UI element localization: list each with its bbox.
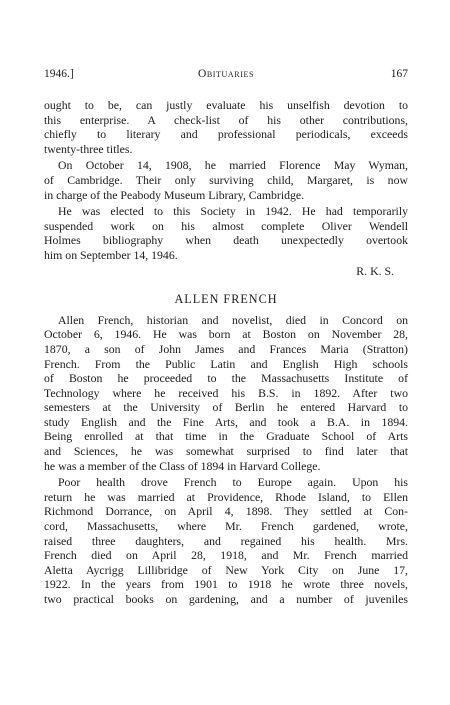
header-title: Obituaries	[197, 68, 255, 80]
text-line: study English and the Fine Arts, and took a B.A. in 1894.	[44, 414, 408, 429]
paragraph-biography	[44, 313, 408, 474]
text-line: of Cambridge. Their only surviving child, Margaret, is now	[44, 172, 408, 187]
running-header	[44, 68, 408, 84]
page-body	[44, 98, 408, 607]
text-line: Technology where he received his B.S. in 1892. After two	[44, 385, 408, 400]
text-line: ought to be, can justly evaluate his unselfish devotion to	[44, 98, 408, 112]
text-line: he was a member of the Class of 1894 in Harvard College.	[44, 458, 321, 473]
author-initials: R. K. S.	[356, 263, 394, 278]
text-line: raised three daughters, and regained his health. Mrs.	[44, 533, 408, 548]
text-line: suspended work on his almost complete Oliver Wendell	[44, 218, 408, 233]
text-line: Holmes bibliography when death unexpectedly overtook	[44, 233, 408, 248]
text-line: of Boston he proceeded to the Massachusetts Institute of	[44, 371, 408, 386]
text-line: twenty-three titles.	[44, 141, 133, 156]
text-line: Allen French, historian and novelist, died in Concord on	[58, 312, 408, 327]
text-line: and Sciences, he was somewhat surprised to find later that	[44, 444, 408, 459]
text-line: Poor health drove French to Europe again. Upon his	[58, 475, 408, 490]
text-line: He was elected to this Society in 1942. He had temporarily	[58, 204, 408, 219]
text-line: French. From the Public Latin and English High schools	[44, 356, 408, 371]
header-year: 1946.]	[44, 68, 74, 80]
page-number: 167	[390, 68, 408, 80]
text-line: semesters at the University of Berlin he entered Harvard to	[44, 400, 408, 415]
text-line: in charge of the Peabody Museum Library, Cambridge.	[44, 187, 305, 202]
text-line: him on September 14, 1946.	[44, 247, 178, 262]
text-line: Richmond Dorrance, on April 4, 1898. They settled at Con-	[44, 504, 408, 519]
paragraph-marriage	[44, 158, 408, 202]
text-line: Being enrolled at that time in the Graduate School of Arts	[44, 429, 408, 444]
text-line: French died on April 28, 1918, and Mr. French married	[44, 548, 408, 563]
paragraph-society	[44, 204, 408, 262]
text-line: chiefly to literary and professional periodicals, exceeds	[44, 127, 408, 142]
text-line: 1922. In the years from 1901 to 1918 he wrote three novels,	[44, 577, 408, 592]
obituary-title: ALLEN FRENCH	[174, 292, 278, 307]
paragraph-continuation	[44, 98, 408, 156]
text-line: two practical books on gardening, and a number of juveniles	[44, 592, 408, 606]
text-line: Aletta Aycrigg Lillibridge of New York City on June 17,	[44, 562, 408, 577]
text-line: return he was married at Providence, Rhode Island, to Ellen	[44, 489, 408, 504]
text-line: this enterprise. A check-list of his other contributions,	[44, 112, 408, 127]
text-line: On October 14, 1908, he married Florence May Wyman,	[58, 158, 408, 173]
text-line: October 6, 1946. He was born at Boston on November 28,	[44, 327, 408, 342]
text-line: cord, Massachusetts, where Mr. French gardened, wrote,	[44, 519, 408, 534]
paragraph-later-life	[44, 475, 408, 606]
text-line: 1870, a son of John James and Frances Maria (Stratton)	[44, 341, 408, 356]
